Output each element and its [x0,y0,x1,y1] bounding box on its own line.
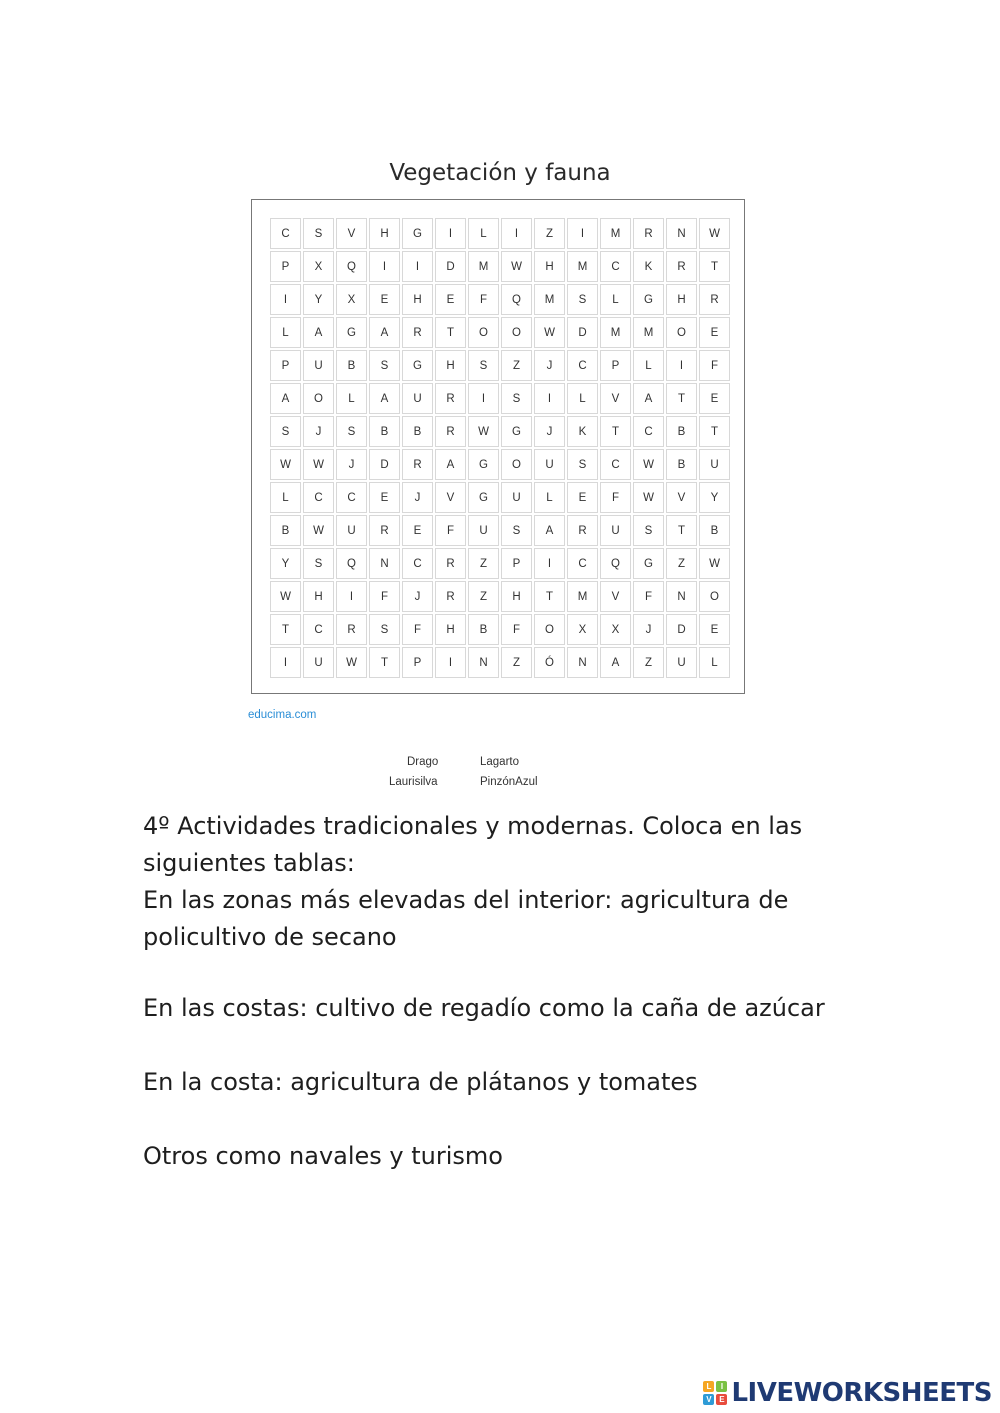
grid-cell[interactable]: F [600,482,631,513]
grid-cell[interactable]: E [699,317,730,348]
activity-heading-text: 4º Actividades tradicionales y modernas. Coloca en las siguientes tablas: [143,812,803,877]
grid-cell[interactable]: C [402,548,433,579]
grid-cell[interactable]: U [699,449,730,480]
grid-cell[interactable]: A [369,383,400,414]
grid-cell[interactable]: Z [501,647,532,678]
grid-cell[interactable]: I [534,383,565,414]
word-search-grid-frame [251,199,745,694]
grid-cell[interactable]: T [369,647,400,678]
grid-cell[interactable]: W [270,581,301,612]
grid-cell[interactable]: W [633,449,664,480]
grid-cell[interactable]: L [567,383,598,414]
grid-cell[interactable]: I [534,548,565,579]
grid-cell[interactable]: W [699,218,730,249]
grid-cell[interactable]: N [567,647,598,678]
grid-cell[interactable]: O [303,383,334,414]
grid-cell[interactable]: W [501,251,532,282]
grid-cell[interactable]: V [600,383,631,414]
grid-cell[interactable]: M [567,581,598,612]
grid-cell[interactable]: Z [468,548,499,579]
grid-cell[interactable]: B [402,416,433,447]
grid-cell[interactable]: I [567,218,598,249]
grid-cell[interactable]: H [435,350,466,381]
grid-cell[interactable]: I [369,251,400,282]
grid-cell[interactable]: Q [336,251,367,282]
grid-cell[interactable]: H [501,581,532,612]
grid-cell[interactable]: P [402,647,433,678]
grid-cell[interactable]: C [567,350,598,381]
grid-cell[interactable]: B [270,515,301,546]
grid-cell[interactable]: M [600,218,631,249]
grid-cell[interactable]: W [336,647,367,678]
grid-cell[interactable]: N [369,548,400,579]
grid-cell[interactable]: C [600,449,631,480]
word-list-item: PinzónAzul [480,776,538,788]
grid-cell[interactable]: I [435,218,466,249]
grid-cell[interactable]: V [435,482,466,513]
grid-cell[interactable]: W [303,515,334,546]
grid-cell[interactable]: Z [468,581,499,612]
grid-cell[interactable]: I [402,251,433,282]
grid-cell[interactable]: L [699,647,730,678]
grid-cell[interactable]: Z [666,548,697,579]
grid-cell[interactable]: X [600,614,631,645]
grid-cell[interactable]: F [435,515,466,546]
grid-cell[interactable]: G [468,482,499,513]
grid-cell[interactable]: W [699,548,730,579]
grid-cell[interactable]: U [468,515,499,546]
grid-cell[interactable]: I [666,350,697,381]
grid-cell[interactable]: N [468,647,499,678]
word-list-item: Laurisilva [389,776,438,788]
grid-cell[interactable]: S [501,515,532,546]
grid-cell[interactable]: L [270,317,301,348]
grid-cell[interactable]: T [666,515,697,546]
grid-cell[interactable]: U [402,383,433,414]
grid-cell[interactable]: S [567,449,598,480]
grid-cell[interactable]: A [435,449,466,480]
grid-cell[interactable]: K [633,251,664,282]
grid-cell[interactable]: G [633,284,664,315]
grid-cell[interactable]: R [402,317,433,348]
logo-letter: E [716,1394,727,1405]
grid-cell[interactable]: W [468,416,499,447]
grid-cell[interactable]: R [369,515,400,546]
grid-cell[interactable]: M [534,284,565,315]
grid-cell[interactable]: T [666,383,697,414]
grid-cell[interactable]: G [336,317,367,348]
grid-cell[interactable]: J [402,482,433,513]
grid-cell[interactable]: S [501,383,532,414]
grid-cell[interactable]: K [567,416,598,447]
source-link[interactable]: educima.com [248,709,317,721]
grid-cell[interactable]: R [666,251,697,282]
grid-cell[interactable]: O [699,581,730,612]
grid-cell[interactable]: B [666,416,697,447]
grid-cell[interactable]: E [435,284,466,315]
grid-cell[interactable]: M [468,251,499,282]
grid-cell[interactable]: H [303,581,334,612]
grid-cell[interactable]: R [567,515,598,546]
word-list-item: Drago [407,756,439,768]
grid-cell[interactable]: F [369,581,400,612]
grid-cell[interactable]: S [303,548,334,579]
grid-cell[interactable]: W [633,482,664,513]
grid-cell[interactable]: Z [501,350,532,381]
grid-cell[interactable]: A [270,383,301,414]
grid-cell[interactable]: G [402,350,433,381]
grid-cell[interactable]: G [402,218,433,249]
grid-cell[interactable]: Y [699,482,730,513]
grid-cell[interactable]: T [270,614,301,645]
grid-cell[interactable]: X [567,614,598,645]
grid-cell[interactable]: O [666,317,697,348]
grid-cell[interactable]: L [600,284,631,315]
grid-cell[interactable]: Y [303,284,334,315]
grid-cell[interactable]: S [468,350,499,381]
grid-cell[interactable]: U [600,515,631,546]
grid-cell[interactable]: R [435,383,466,414]
grid-cell[interactable]: T [435,317,466,348]
grid-cell[interactable]: L [468,218,499,249]
grid-cell[interactable]: Z [633,647,664,678]
grid-cell[interactable]: C [600,251,631,282]
grid-cell[interactable]: C [567,548,598,579]
grid-cell[interactable]: J [336,449,367,480]
grid-cell[interactable]: E [369,482,400,513]
grid-cell[interactable]: B [369,416,400,447]
grid-cell[interactable]: G [633,548,664,579]
grid-cell[interactable]: S [369,350,400,381]
grid-cell[interactable]: S [303,218,334,249]
grid-cell[interactable]: B [666,449,697,480]
grid-cell[interactable]: S [633,515,664,546]
grid-cell[interactable]: M [567,251,598,282]
grid-cell[interactable]: R [435,548,466,579]
grid-cell[interactable]: I [336,581,367,612]
grid-cell[interactable]: Ó [534,647,565,678]
grid-cell[interactable]: T [600,416,631,447]
grid-cell[interactable]: U [336,515,367,546]
grid-cell[interactable]: U [666,647,697,678]
activity-line-costas: En las costas: cultivo de regadío como la caña de azúcar [143,994,825,1022]
grid-cell[interactable]: D [567,317,598,348]
grid-cell[interactable]: C [303,614,334,645]
grid-cell[interactable]: P [600,350,631,381]
grid-cell[interactable]: D [435,251,466,282]
grid-cell[interactable]: U [303,647,334,678]
grid-cell[interactable]: P [270,251,301,282]
grid-cell[interactable]: T [699,416,730,447]
grid-cell[interactable]: C [270,218,301,249]
grid-cell[interactable]: I [501,218,532,249]
grid-cell[interactable]: A [369,317,400,348]
grid-cell[interactable]: R [435,581,466,612]
grid-cell[interactable]: W [534,317,565,348]
grid-cell[interactable]: R [699,284,730,315]
logo-letter: L [703,1381,714,1392]
grid-cell[interactable]: S [369,614,400,645]
grid-cell[interactable]: V [336,218,367,249]
grid-cell[interactable]: O [501,449,532,480]
logo-text: LIVEWORKSHEETS [731,1378,992,1408]
grid-cell[interactable]: H [666,284,697,315]
grid-cell[interactable]: J [303,416,334,447]
grid-cell[interactable]: Z [534,218,565,249]
grid-cell[interactable]: G [468,449,499,480]
grid-cell[interactable]: S [336,416,367,447]
grid-cell[interactable]: M [600,317,631,348]
grid-cell[interactable]: E [402,515,433,546]
grid-cell[interactable]: P [501,548,532,579]
grid-cell[interactable]: H [369,218,400,249]
grid-cell[interactable]: H [534,251,565,282]
grid-cell[interactable]: I [270,284,301,315]
grid-cell[interactable]: B [699,515,730,546]
grid-cell[interactable]: F [402,614,433,645]
grid-cell[interactable]: I [270,647,301,678]
grid-cell[interactable]: L [336,383,367,414]
grid-cell[interactable]: F [468,284,499,315]
logo-letter: V [703,1394,714,1405]
grid-cell[interactable]: O [534,614,565,645]
grid-cell[interactable]: R [336,614,367,645]
grid-cell[interactable]: Q [501,284,532,315]
grid-cell[interactable]: L [633,350,664,381]
grid-cell[interactable]: D [666,614,697,645]
grid-cell[interactable]: I [468,383,499,414]
grid-cell[interactable]: D [369,449,400,480]
grid-cell[interactable]: H [435,614,466,645]
grid-cell[interactable]: V [666,482,697,513]
grid-cell[interactable]: C [303,482,334,513]
grid-cell[interactable]: J [534,416,565,447]
grid-cell[interactable]: F [501,614,532,645]
grid-cell[interactable]: J [633,614,664,645]
grid-cell[interactable]: B [468,614,499,645]
grid-cell[interactable]: V [600,581,631,612]
grid-cell[interactable]: N [666,218,697,249]
word-list-item: Lagarto [480,756,520,768]
grid-cell[interactable]: A [534,515,565,546]
grid-cell[interactable]: A [600,647,631,678]
activity-heading [143,808,863,956]
grid-cell[interactable]: L [534,482,565,513]
activity-line-otros: Otros como navales y turismo [143,1142,503,1170]
grid-cell[interactable]: U [534,449,565,480]
logo-letter: I [716,1381,727,1392]
grid-cell[interactable]: A [303,317,334,348]
grid-cell[interactable]: I [435,647,466,678]
puzzle-title: Vegetación y fauna [389,160,611,186]
grid-cell[interactable]: T [534,581,565,612]
grid-cell[interactable]: X [303,251,334,282]
grid-cell[interactable]: P [270,350,301,381]
grid-cell[interactable]: R [633,218,664,249]
grid-cell[interactable]: Q [600,548,631,579]
grid-cell[interactable]: O [501,317,532,348]
grid-cell[interactable]: R [402,449,433,480]
grid-cell[interactable]: C [633,416,664,447]
grid-cell[interactable]: F [699,350,730,381]
grid-cell[interactable]: N [666,581,697,612]
grid-cell[interactable]: E [567,482,598,513]
grid-cell[interactable]: U [303,350,334,381]
grid-cell[interactable]: W [303,449,334,480]
grid-cell[interactable]: H [402,284,433,315]
word-search-grid [270,218,730,678]
activity-line-interior: En las zonas más elevadas del interior: agricultura de policultivo de secano [143,886,789,951]
grid-cell[interactable]: U [501,482,532,513]
grid-cell[interactable]: S [270,416,301,447]
logo-mark-icon [703,1381,727,1405]
grid-cell[interactable]: J [402,581,433,612]
grid-cell[interactable]: L [270,482,301,513]
grid-cell[interactable]: R [435,416,466,447]
grid-cell[interactable]: F [633,581,664,612]
grid-cell[interactable]: O [468,317,499,348]
grid-cell[interactable]: A [633,383,664,414]
activity-line-costa: En la costa: agricultura de plátanos y tomates [143,1068,698,1096]
grid-cell[interactable]: X [336,284,367,315]
grid-cell[interactable]: S [567,284,598,315]
grid-cell[interactable]: W [270,449,301,480]
grid-cell[interactable]: J [534,350,565,381]
grid-cell[interactable]: C [336,482,367,513]
grid-cell[interactable]: M [633,317,664,348]
liveworksheets-logo [703,1378,992,1408]
grid-cell[interactable]: E [699,614,730,645]
grid-cell[interactable]: G [501,416,532,447]
grid-cell[interactable]: Y [270,548,301,579]
grid-cell[interactable]: E [699,383,730,414]
grid-cell[interactable]: E [369,284,400,315]
grid-cell[interactable]: Q [336,548,367,579]
grid-cell[interactable]: B [336,350,367,381]
grid-cell[interactable]: T [699,251,730,282]
